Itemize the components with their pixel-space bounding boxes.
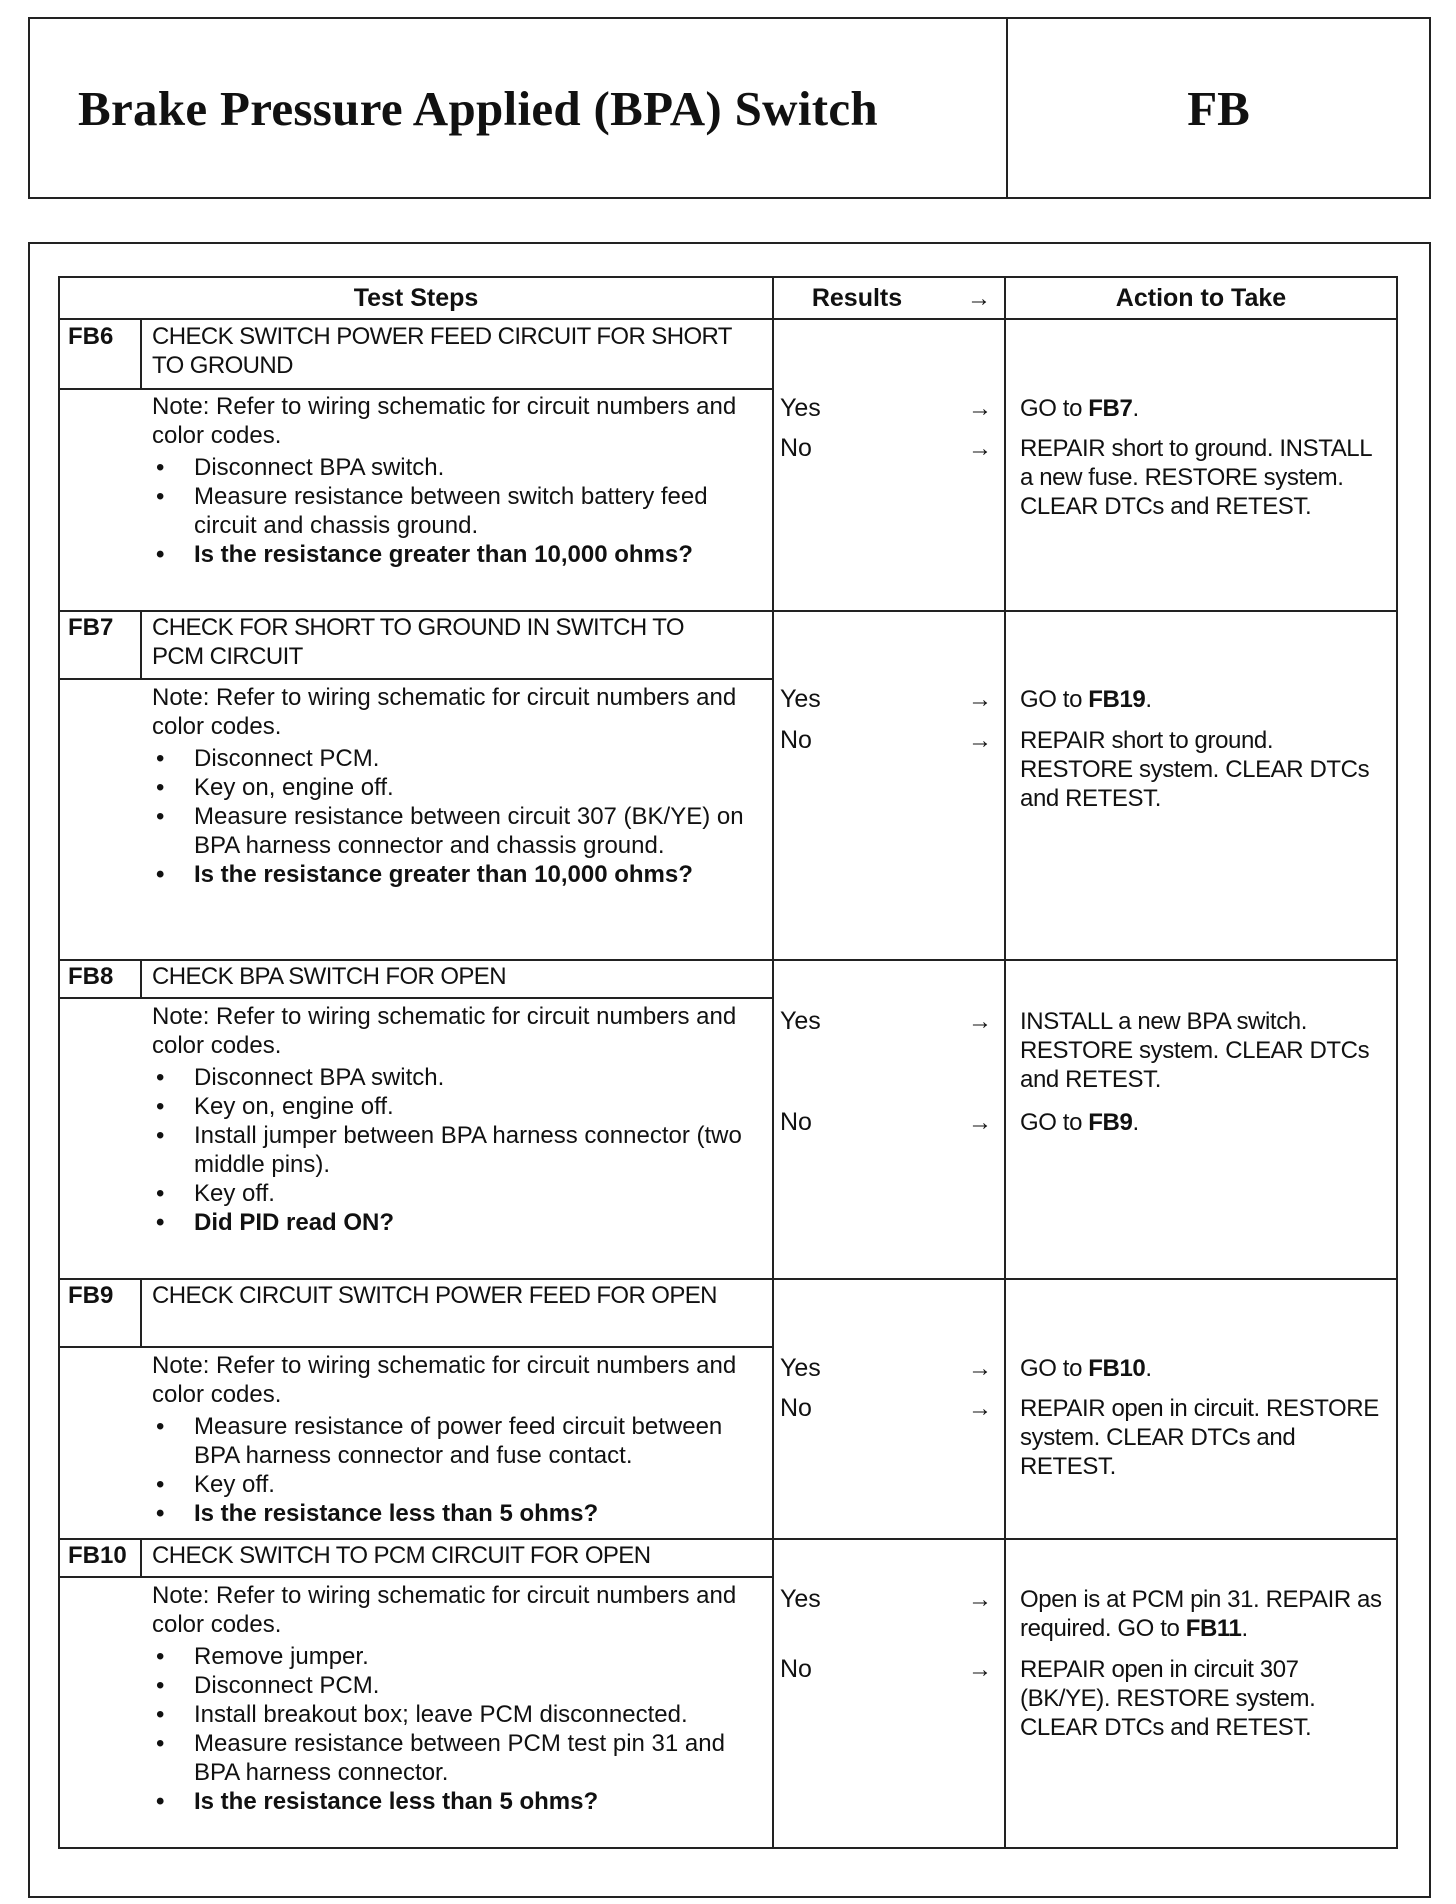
step-bullet: • Key off.	[152, 1179, 772, 1208]
action-no-fb10: REPAIR open in circuit 307 (BK/YE). RESTORE system. CLEAR DTCs and RETEST.	[1020, 1656, 1316, 1741]
column-divider-action	[1004, 278, 1006, 1847]
step-bullet: • Disconnect BPA switch.	[152, 453, 772, 482]
step-bullet: • Key off.	[152, 1470, 772, 1499]
action-no-fb6: REPAIR short to ground. INSTALL a new fuse. RESTORE system. CLEAR DTCs and RETEST.	[1020, 435, 1372, 520]
header-arrow: →	[967, 284, 991, 312]
step-bullet: • Measure resistance between PCM test pin 31 and BPA harness connector.	[152, 1729, 772, 1787]
arrow-icon: →	[968, 727, 992, 754]
step-bullet: • Measure resistance of power feed circuit between BPA harness connector and fuse contact.	[152, 1412, 772, 1470]
action-no-fb7: REPAIR short to ground. RESTORE system. CLEAR DTCs and RETEST.	[1020, 727, 1370, 812]
step-body-fb8	[152, 1002, 772, 1237]
result-yes-fb7: Yes	[780, 685, 821, 713]
step-title-fb8: CHECK BPA SWITCH FOR OPEN	[152, 963, 506, 990]
step-body-fb6	[152, 392, 772, 569]
action-yes-fb10: Open is at PCM pin 31. REPAIR as required. GO to FB11.	[1020, 1586, 1382, 1642]
step-id-fb10: FB10	[68, 1542, 127, 1569]
step-body-fb7	[152, 683, 772, 889]
arrow-icon: →	[968, 1586, 992, 1613]
step-note: Note: Refer to wiring schematic for circuit numbers and color codes.	[152, 1003, 737, 1059]
arrow-icon: →	[968, 1656, 992, 1683]
step-note: Note: Refer to wiring schematic for circuit numbers and color codes.	[152, 684, 737, 740]
test-steps-table	[58, 276, 1398, 1849]
header-action: Action to Take	[1115, 283, 1287, 312]
step-note: Note: Refer to wiring schematic for circuit numbers and color codes.	[152, 1582, 737, 1638]
arrow-icon: →	[968, 1008, 992, 1035]
step-question: • Did PID read ON?	[152, 1208, 772, 1237]
step-bullet: • Remove jumper.	[152, 1642, 772, 1671]
step-bullet: • Install jumper between BPA harness connector (two middle pins).	[152, 1121, 772, 1179]
column-divider-results	[772, 278, 774, 1847]
action-yes-fb7: GO to FB19.	[1020, 686, 1152, 713]
step-id-fb6: FB6	[68, 323, 114, 350]
step-bullet: • Key on, engine off.	[152, 773, 772, 802]
page-title: Brake Pressure Applied (BPA) Switch	[30, 19, 1008, 197]
action-yes-fb6: GO to FB7.	[1020, 395, 1139, 422]
step-title-fb9: CHECK CIRCUIT SWITCH POWER FEED FOR OPEN	[152, 1282, 717, 1309]
step-body-fb9	[152, 1351, 772, 1528]
step-title-fb10: CHECK SWITCH TO PCM CIRCUIT FOR OPEN	[152, 1542, 651, 1569]
step-bullet: • Measure resistance between switch battery feed circuit and chassis ground.	[152, 482, 772, 540]
section-code: FB	[1187, 80, 1250, 136]
header-test-steps: Test Steps	[353, 283, 479, 312]
step-id-fb8: FB8	[68, 963, 114, 990]
arrow-icon: →	[968, 435, 992, 462]
action-yes-fb9: GO to FB10.	[1020, 1355, 1152, 1382]
result-no-fb10: No	[780, 1655, 812, 1683]
result-yes-fb6: Yes	[780, 394, 821, 422]
step-body-fb10	[152, 1581, 772, 1816]
header-results: Results	[811, 283, 903, 312]
step-bullet: • Key on, engine off.	[152, 1092, 772, 1121]
step-question: • Is the resistance greater than 10,000 ohms?	[152, 860, 772, 889]
result-no-fb8: No	[780, 1108, 812, 1136]
step-bullet: • Disconnect PCM.	[152, 744, 772, 773]
result-yes-fb9: Yes	[780, 1354, 821, 1382]
step-note: Note: Refer to wiring schematic for circuit numbers and color codes.	[152, 393, 737, 449]
arrow-icon: →	[968, 1355, 992, 1382]
arrow-icon: →	[968, 1395, 992, 1422]
result-yes-fb10: Yes	[780, 1585, 821, 1613]
action-yes-fb8: INSTALL a new BPA switch. RESTORE system. CLEAR DTCs and RETEST.	[1020, 1008, 1370, 1093]
arrow-icon: →	[968, 395, 992, 422]
action-no-fb9: REPAIR open in circuit. RESTORE system. CLEAR DTCs and RETEST.	[1020, 1395, 1379, 1480]
step-id-fb9: FB9	[68, 1282, 114, 1309]
result-no-fb9: No	[780, 1394, 812, 1422]
arrow-icon: →	[968, 686, 992, 713]
step-title-fb6: CHECK SWITCH POWER FEED CIRCUIT FOR SHORT TO GROUND	[152, 323, 732, 379]
header-separator	[60, 318, 1396, 320]
step-question: • Is the resistance less than 5 ohms?	[152, 1787, 772, 1816]
arrow-icon: →	[968, 1109, 992, 1136]
step-note: Note: Refer to wiring schematic for circuit numbers and color codes.	[152, 1352, 737, 1408]
step-bullet: • Disconnect BPA switch.	[152, 1063, 772, 1092]
step-title-fb7: CHECK FOR SHORT TO GROUND IN SWITCH TO PCM CIRCUIT	[152, 614, 684, 670]
step-question: • Is the resistance greater than 10,000 ohms?	[152, 540, 772, 569]
action-no-fb8: GO to FB9.	[1020, 1109, 1139, 1136]
step-id-fb7: FB7	[68, 614, 114, 641]
page-header	[28, 17, 1431, 199]
result-yes-fb8: Yes	[780, 1007, 821, 1035]
result-no-fb7: No	[780, 726, 812, 754]
step-question: • Is the resistance less than 5 ohms?	[152, 1499, 772, 1528]
step-bullet: • Measure resistance between circuit 307 (BK/YE) on BPA harness connector and chassis ground.	[152, 802, 772, 860]
step-bullet: • Install breakout box; leave PCM disconnected.	[152, 1700, 772, 1729]
step-bullet: • Disconnect PCM.	[152, 1671, 772, 1700]
result-no-fb6: No	[780, 434, 812, 462]
